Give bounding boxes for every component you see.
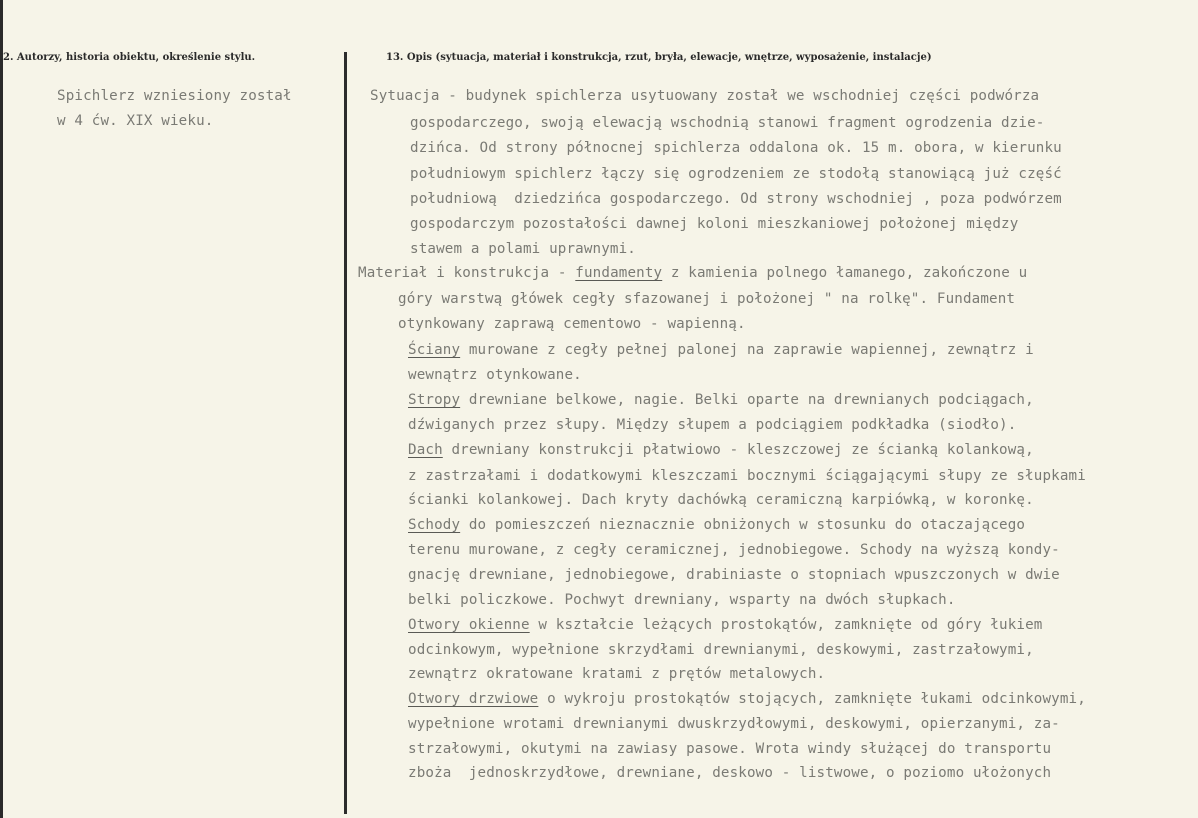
text-segment: stawem a polami uprawnymi.: [410, 241, 636, 257]
text-segment: strzałowymi, okutymi na zawiasy pasowe. Wrota windy służącej do transportu: [408, 741, 1052, 757]
right-text-line: [408, 367, 582, 383]
right-text-line: [398, 291, 1015, 307]
text-segment: odcinkowym, wypełnione skrzydłami drewnianymi, deskowymi, zastrzałowymi,: [408, 642, 1034, 658]
right-text-line: [398, 316, 746, 332]
right-text-line: [408, 716, 1060, 732]
text-segment: murowane z cegły pełnej palonej na zaprawie wapiennej, zewnątrz i: [460, 342, 1034, 358]
right-text-line: [408, 642, 1034, 658]
right-column-heading: 13. Opis (sytuacja, materiał i konstrukcja, rzut, bryła, elewacje, wnętrze, wyposażenie, instalacje): [386, 52, 932, 63]
text-segment: Materiał i konstrukcja -: [358, 265, 576, 281]
text-segment: południową dziedzińca gospodarczego. Od strony wschodniej , poza podwórzem: [410, 191, 1062, 207]
text-segment: belki policzkowe. Pochwyt drewniany, wsparty na dwóch słupkach.: [408, 592, 956, 608]
underlined-term: Schody: [408, 517, 461, 533]
left-column-heading: 2. Autorzy, historia obiektu, określenie stylu.: [3, 52, 256, 63]
right-text-line: [410, 115, 1045, 131]
text-segment: wypełnione wrotami drewnianymi dwuskrzydłowymi, deskowymi, opierzanymi, za-: [408, 716, 1060, 732]
text-segment: Sytuacja - budynek spichlerza usytuowany został we wschodniej części podwórza: [370, 88, 1040, 104]
right-text-line: [410, 216, 1018, 232]
underlined-term: Ściany: [408, 342, 461, 358]
underlined-term: Dach: [408, 442, 443, 458]
text-segment: zewnątrz okratowane kratami z prętów metalowych.: [408, 666, 826, 682]
text-segment: drewniany konstrukcji płatwiowo - kleszczowej ze ścianką kolankową,: [442, 442, 1034, 458]
underlined-term: fundamenty: [575, 265, 663, 281]
text-segment: z zastrzałami i dodatkowymi kleszczami bocznymi ściągającymi słupy ze słupkami: [408, 468, 1086, 484]
text-segment: gospodarczym pozostałości dawnej koloni mieszkaniowej położonej między: [410, 216, 1019, 232]
text-segment: góry warstwą główek cegły sfazowanej i położonej " na rolkę". Fundament: [398, 291, 1016, 307]
right-text-line: [358, 265, 1027, 281]
right-text-line: [370, 88, 1039, 104]
right-text-line: [408, 417, 1016, 433]
right-text-line: [408, 691, 1086, 707]
right-text-line: [408, 468, 1086, 484]
right-text-line: [410, 140, 1062, 156]
page-left-edge: [0, 0, 3, 818]
right-text-line: [408, 617, 1043, 633]
right-text-line: [408, 666, 825, 682]
right-text-line: [408, 517, 1025, 533]
column-divider: [344, 52, 347, 814]
underlined-term: Otwory drzwiowe: [408, 691, 539, 707]
right-text-line: [410, 241, 636, 257]
right-text-line: [410, 191, 1062, 207]
right-text-line: [408, 765, 1051, 781]
left-text-line: w 4 ćw. XIX wieku.: [57, 113, 214, 129]
right-text-line: [410, 166, 1062, 182]
text-segment: zboża jednoskrzydłowe, drewniane, deskowo - listwowe, o poziomo ułożonych: [408, 765, 1052, 781]
right-text-line: [408, 542, 1060, 558]
text-segment: ścianki kolankowej. Dach kryty dachówką ceramiczną karpiówką, w koronkę.: [408, 492, 1034, 508]
text-segment: dzińca. Od strony północnej spichlerza oddalona ok. 15 m. obora, w kierunku: [410, 140, 1062, 156]
left-text-line: Spichlerz wzniesiony został: [57, 88, 292, 104]
right-text-line: [408, 592, 956, 608]
text-segment: do pomieszczeń nieznacznie obniżonych w stosunku do otaczającego: [460, 517, 1026, 533]
text-segment: w kształcie leżących prostokątów, zamknięte od góry łukiem: [529, 617, 1043, 633]
text-segment: gnację drewniane, jednobiegowe, drabiniaste o stopniach wpuszczonych w dwie: [408, 567, 1060, 583]
text-segment: dźwiganych przez słupy. Między słupem a podciągiem podkładka (siodło).: [408, 417, 1017, 433]
underlined-term: Otwory okienne: [408, 617, 530, 633]
text-segment: wewnątrz otynkowane.: [408, 367, 582, 383]
text-segment: gospodarczego, swoją elewacją wschodnią stanowi fragment ogrodzenia dzie-: [410, 115, 1045, 131]
text-segment: o wykroju prostokątów stojących, zamknięte łukami odcinkowymi,: [538, 691, 1086, 707]
text-segment: z kamienia polnego łamanego, zakończone u: [662, 265, 1028, 281]
text-segment: terenu murowane, z cegły ceramicznej, jednobiegowe. Schody na wyższą kondy-: [408, 542, 1060, 558]
right-text-line: [408, 392, 1034, 408]
text-segment: drewniane belkowe, nagie. Belki oparte na drewnianych podciągach,: [460, 392, 1034, 408]
text-segment: otynkowany zaprawą cementowo - wapienną.: [398, 316, 746, 332]
underlined-term: Stropy: [408, 392, 461, 408]
right-text-line: [408, 567, 1060, 583]
text-segment: południowym spichlerz łączy się ogrodzeniem ze stodołą stanowiącą już część: [410, 166, 1062, 182]
right-text-line: [408, 442, 1034, 458]
right-text-line: [408, 741, 1051, 757]
right-text-line: [408, 492, 1034, 508]
right-text-line: [408, 342, 1034, 358]
